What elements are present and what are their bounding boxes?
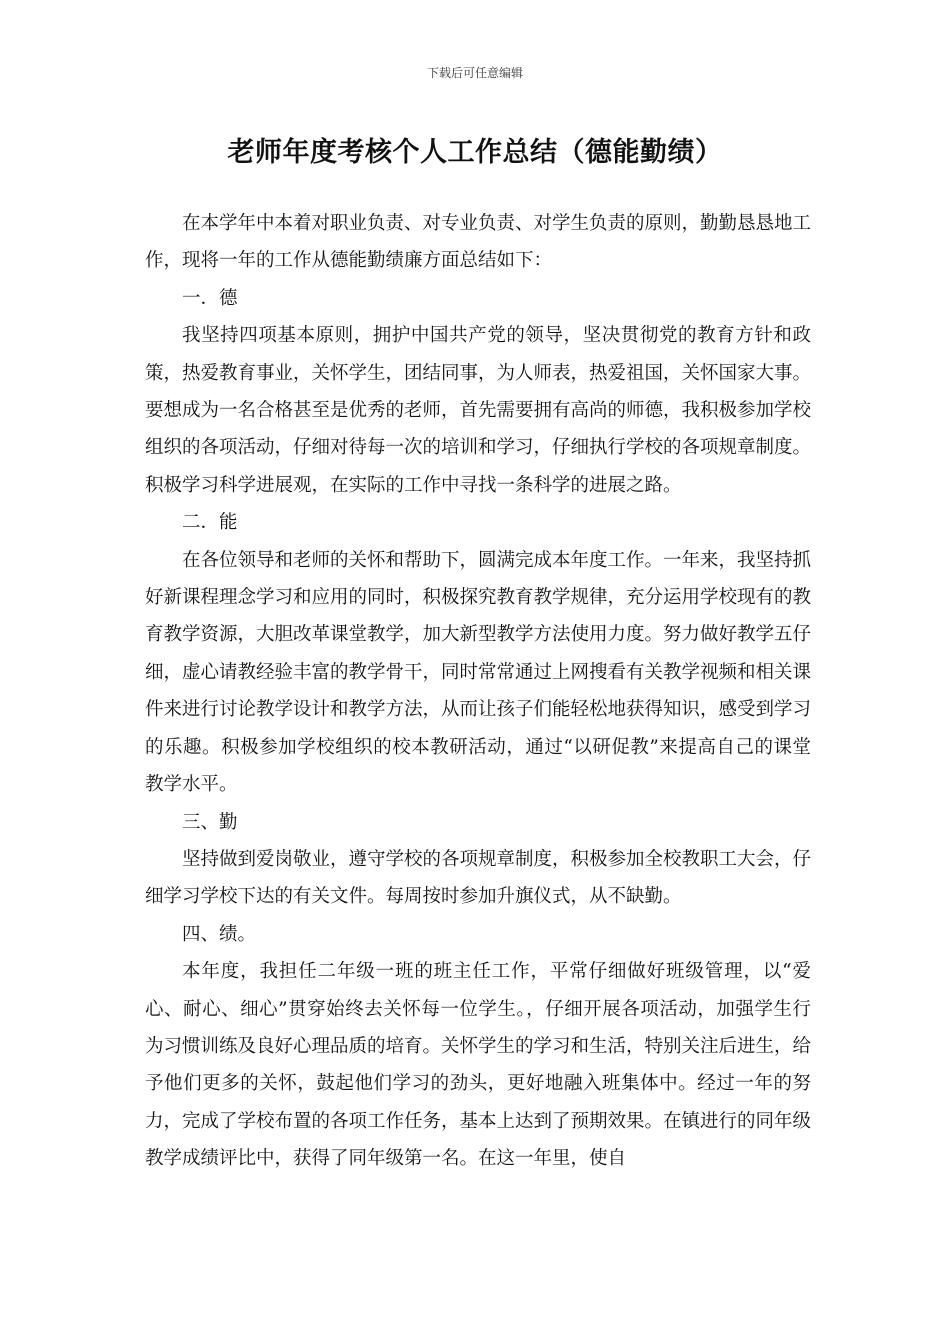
section-heading-de: 一．德 [182, 287, 238, 309]
document-title: 老师年度考核个人工作总结（德能勤绩） [227, 137, 723, 168]
page-header: 下载后可任意编辑 [426, 66, 523, 80]
document-body [145, 205, 811, 1178]
section-heading-neng: 二．能 [182, 512, 238, 534]
section-paragraph-ji: 本年度，我担任二年级一班的班主任工作，平常仔细做好班级管理，以“爱心、耐心、细心”贯穿始终去关怀每一位学生。，仔细开展各项活动，加强学生行为习惯训练及良好心理品质的培育。关怀学生的学习和生活，特别关注后进生，给予他们更多的关怀，鼓起他们学习的劲头，更好地融入班集体中。经过一年的努力，完成了学校布置的各项工作任务，基本上达到了预期效果。在镇进行的同年级教学成绩评比中，获得了同年级第一名。在这一年里，使自 [145, 961, 812, 1170]
section-paragraph-qin: 坚持做到爱岗敬业，遵守学校的各项规章制度，积极参加全校教职工大会，仔细学习学校下达的有关文件。每周按时参加升旗仪式，从不缺勤。 [145, 848, 812, 908]
section-heading-ji: 四、绩。 [182, 923, 257, 945]
intro-paragraph: 在本学年中本着对职业负责、对专业负责、对学生负责的原则，勤勤恳恳地工作，现将一年的工作从德能勤绩廉方面总结如下： [145, 213, 812, 272]
section-heading-qin: 三、勤 [182, 811, 238, 833]
section-paragraph-de: 我坚持四项基本原则，拥护中国共产党的领导，坚决贯彻党的教育方针和政策，热爱教育事业，关怀学生，团结同事，为人师表，热爱祖国，关怀国家大事。要想成为一名合格甚至是优秀的老师，首先需要拥有高尚的师德，我积极参加学校组织的各项活动，仔细对待每一次的培训和学习，仔细执行学校的各项规章制度。积极学习科学进展观，在实际的工作中寻找一条科学的进展之路。 [145, 325, 812, 496]
section-paragraph-neng: 在各位领导和老师的关怀和帮助下，圆满完成本年度工作。一年来，我坚持抓好新课程理念学习和应用的同时，积极探究教育教学规律，充分运用学校现有的教育教学资源，大胆改革课堂教学，加大新型教学方法使用力度。努力做好教学五仔细，虚心请教经验丰富的教学骨干，同时常常通过上网搜看有关教学视频和相关课件来进行讨论教学设计和教学方法，从而让孩子们能轻松地获得知识，感受到学习的乐趣。积极参加学校组织的校本教研活动，通过“以研促教”来提高自己的课堂教学水平。 [145, 549, 812, 796]
